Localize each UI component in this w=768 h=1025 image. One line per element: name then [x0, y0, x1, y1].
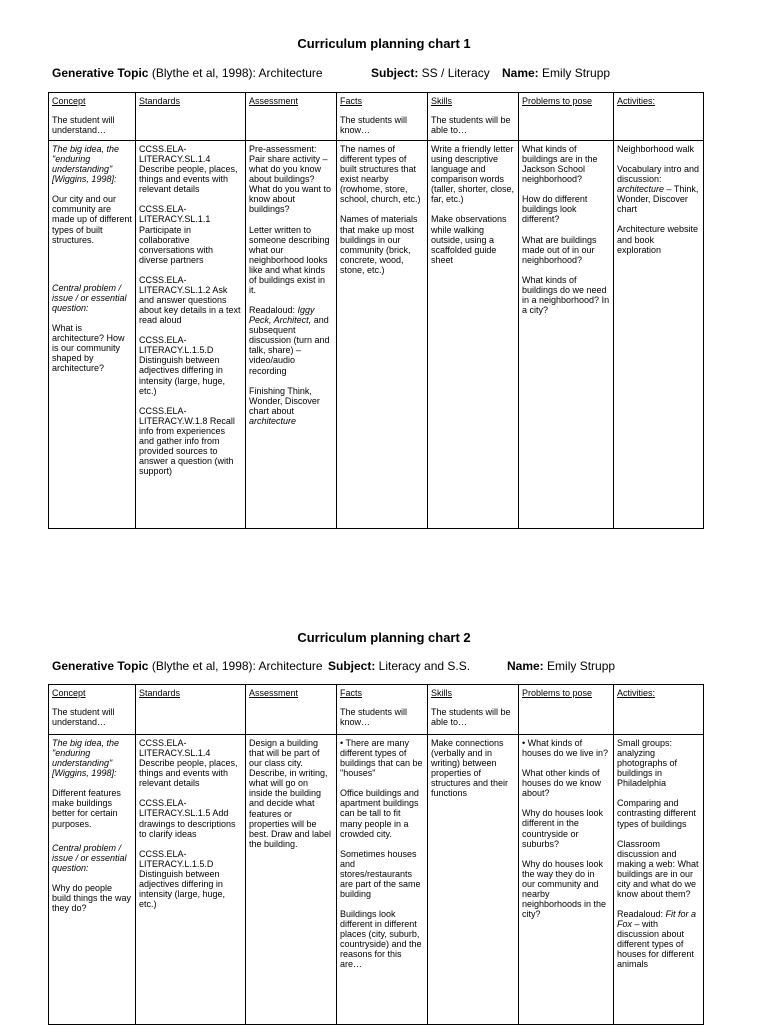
- chart-2-name: [507, 659, 615, 673]
- subject-value: SS / Literacy: [418, 66, 490, 80]
- standard-item: CCSS.ELA-LITERACY.SL.1.4 Describe people, places, things and events with relevant details: [139, 144, 238, 195]
- chart-2-topic: [52, 659, 323, 673]
- assessment-item: Pre-assessment: Pair share activity – what do you know about buildings? What do you want to know about buildings?: [249, 144, 332, 215]
- chart-2-title: Curriculum planning chart 2: [297, 630, 471, 645]
- assessment-cell: [246, 735, 337, 1025]
- chart-1-table: [48, 92, 704, 529]
- chart-2-topic-line: [52, 659, 752, 673]
- assessment-item: Finishing Think, Wonder, Discover chart about architecture: [249, 385, 320, 426]
- table-header-row: [49, 93, 704, 141]
- problems-cell: [519, 141, 614, 529]
- standards-cell: [136, 141, 246, 529]
- header-skills: Skills The students will be able to…: [428, 93, 519, 141]
- skills-cell: [428, 141, 519, 529]
- skill-item: Write a friendly letter using descriptive language and comparison words (taller, shorter, close, far, etc.): [431, 144, 515, 205]
- activity-item: Small groups: analyzing photographs of buildings in Philadelphia: [617, 738, 678, 789]
- fact-item: The names of different types of built structures that exist nearby (rowhome, store, school, church, etc.): [340, 144, 421, 205]
- header-facts: Facts The students will know…: [337, 93, 428, 141]
- standard-item: CCSS.ELA-LITERACY.SL.1.5 Add drawings to descriptions to clarify ideas: [139, 798, 236, 839]
- chart-1-title: Curriculum planning chart 1: [297, 36, 471, 51]
- header-activities: Activities:: [614, 685, 704, 735]
- standard-item: CCSS.ELA-LITERACY.W.1.8 Recall info from experiences and gather info from provided sources to answer a question (with support): [139, 405, 235, 477]
- table-body-row: [49, 141, 704, 529]
- big-idea-label: The big idea, the "enduring understanding" [Wiggins, 1998]:: [52, 144, 120, 185]
- topic-text: (Blythe et al, 1998): Architecture: [148, 659, 323, 673]
- problem-item: Why do houses look different in the countryside or suburbs?: [522, 808, 604, 849]
- skill-item: Make connections (verbally and in writing) between properties of structures and their functions: [431, 738, 509, 799]
- chart-1-name: [502, 66, 610, 80]
- name-label: Name:: [507, 659, 544, 673]
- subject-label: Subject:: [328, 659, 376, 673]
- central-question-text: Why do people build things the way they do?: [52, 882, 132, 914]
- fact-item: Office buildings and apartment buildings can be tall to fit many people in a crowded city.: [340, 788, 419, 839]
- activity-item: Comparing and contrasting different types of buildings: [617, 798, 696, 829]
- header-concept: Concept The student will understand…: [49, 685, 136, 735]
- header-concept: Concept The student will understand…: [49, 93, 136, 141]
- standard-item: CCSS.ELA-LITERACY.SL.1.2 Ask and answer questions about key details in a text read aloud: [139, 274, 241, 326]
- activity-item: Classroom discussion and making a web: What buildings are in our city and what do we know about them?: [617, 838, 699, 900]
- big-idea-text: Our city and our community are made up of different types of built structures.: [52, 194, 132, 245]
- big-idea-text: Different features make buildings better for certain purposes.: [52, 788, 121, 829]
- name-value: Emily Strupp: [543, 659, 616, 673]
- problems-cell: [519, 735, 614, 1025]
- assessment-cell: [246, 141, 337, 529]
- chart-2-table: [48, 684, 704, 1025]
- facts-cell: [337, 141, 428, 529]
- assessment-item: Readaloud: Iggy Peck, Architect, and subsequent discussion (turn and talk, share) – video/audio recording: [249, 305, 330, 376]
- header-standards: Standards: [136, 93, 246, 141]
- activity-item: Neighborhood walk: [617, 144, 695, 154]
- table-header-row: [49, 685, 704, 735]
- header-problems: Problems to pose: [519, 685, 614, 735]
- topic-label: Generative Topic: [52, 66, 149, 80]
- big-idea-label: The big idea, the "enduring understanding" [Wiggins, 1998]:: [52, 738, 120, 779]
- chart-1-subject: [371, 66, 490, 80]
- chart-1-topic-line: [52, 66, 752, 80]
- fact-item: • There are many different types of buildings that can be "houses": [340, 738, 423, 779]
- header-skills: Skills The students will be able to…: [428, 685, 519, 735]
- fact-item: Buildings look different in different places (city, suburb, countryside) and the reasons for this are…: [340, 909, 422, 970]
- header-assessment: Assessment: [246, 685, 337, 735]
- standard-item: CCSS.ELA-LITERACY.L.1.5.D Distinguish between adjectives differing in intensity (large, huge, etc.): [139, 848, 226, 910]
- fact-item: Sometimes houses and stores/restaurants are part of the same building: [340, 848, 421, 900]
- table-body-row: [49, 735, 704, 1025]
- problem-item: What are buildings made out of in our neighborhood?: [522, 234, 597, 265]
- problem-item: What other kinds of houses do we know about?: [522, 768, 602, 799]
- header-problems: Problems to pose: [519, 93, 614, 141]
- skills-cell: [428, 735, 519, 1025]
- problem-item: Why do houses look the way they do in our community and nearby neighborhoods in the city?: [522, 858, 607, 920]
- header-facts: Facts The students will know…: [337, 685, 428, 735]
- chart-1-topic: [52, 66, 323, 80]
- activity-item: Readaloud: Fit for a Fox – with discussion about different types of houses for different animals: [617, 909, 697, 970]
- problem-item: • What kinds of houses do we live in?: [522, 738, 609, 759]
- subject-value: Literacy and S.S.: [375, 659, 471, 673]
- concept-cell: [49, 141, 136, 529]
- problem-item: What kinds of buildings are in the Jackson School neighborhood?: [522, 144, 598, 185]
- skill-item: Make observations while walking outside, using a scaffolded guide sheet: [431, 214, 507, 265]
- standard-item: CCSS.ELA-LITERACY.SL.1.4 Describe people, places, things and events with relevant details: [139, 738, 238, 789]
- name-value: Emily Strupp: [538, 66, 611, 80]
- central-question-label: Central problem / issue / or essential question:: [52, 282, 127, 313]
- assessment-item: Letter written to someone describing what our neighborhood looks like and what kinds of buildings exist in it.: [249, 224, 330, 296]
- subject-label: Subject:: [371, 66, 419, 80]
- topic-text: (Blythe et al, 1998): Architecture: [148, 66, 323, 80]
- activities-cell: [614, 735, 704, 1025]
- assessment-item: Design a building that will be part of our class city. Describe, in writing, what will go on inside the building and decide what features or properties will be best. Draw and label the building.: [249, 738, 332, 849]
- header-assessment: Assessment: [246, 93, 337, 141]
- standards-cell: [136, 735, 246, 1025]
- concept-cell: [49, 735, 136, 1025]
- standard-item: CCSS.ELA-LITERACY.SL.1.1 Participate in collaborative conversations with diverse partners: [139, 204, 214, 265]
- activity-item: Architecture website and book exploration: [617, 224, 699, 255]
- problem-item: How do different buildings look different?: [522, 194, 588, 225]
- central-question-label: Central problem / issue / or essential question:: [52, 842, 127, 873]
- name-label: Name:: [502, 66, 539, 80]
- activities-cell: [614, 141, 704, 529]
- fact-item: Names of materials that make up most buildings in our community (brick, concrete, wood, stone, etc.): [340, 214, 418, 275]
- central-question-text: What is architecture? How is our community shaped by architecture?: [52, 322, 125, 374]
- problem-item: What kinds of buildings do we need in a neighborhood? In a city?: [522, 274, 610, 316]
- standard-item: CCSS.ELA-LITERACY.L.1.5.D Distinguish between adjectives differing in intensity (large, huge, etc.): [139, 335, 226, 396]
- header-standards: Standards: [136, 685, 246, 735]
- activity-item: Vocabulary intro and discussion: architecture – Think, Wonder, Discover chart: [617, 164, 700, 215]
- topic-label: Generative Topic: [52, 659, 149, 673]
- chart-2-subject: [328, 659, 470, 673]
- header-activities: Activities:: [614, 93, 704, 141]
- facts-cell: [337, 735, 428, 1025]
